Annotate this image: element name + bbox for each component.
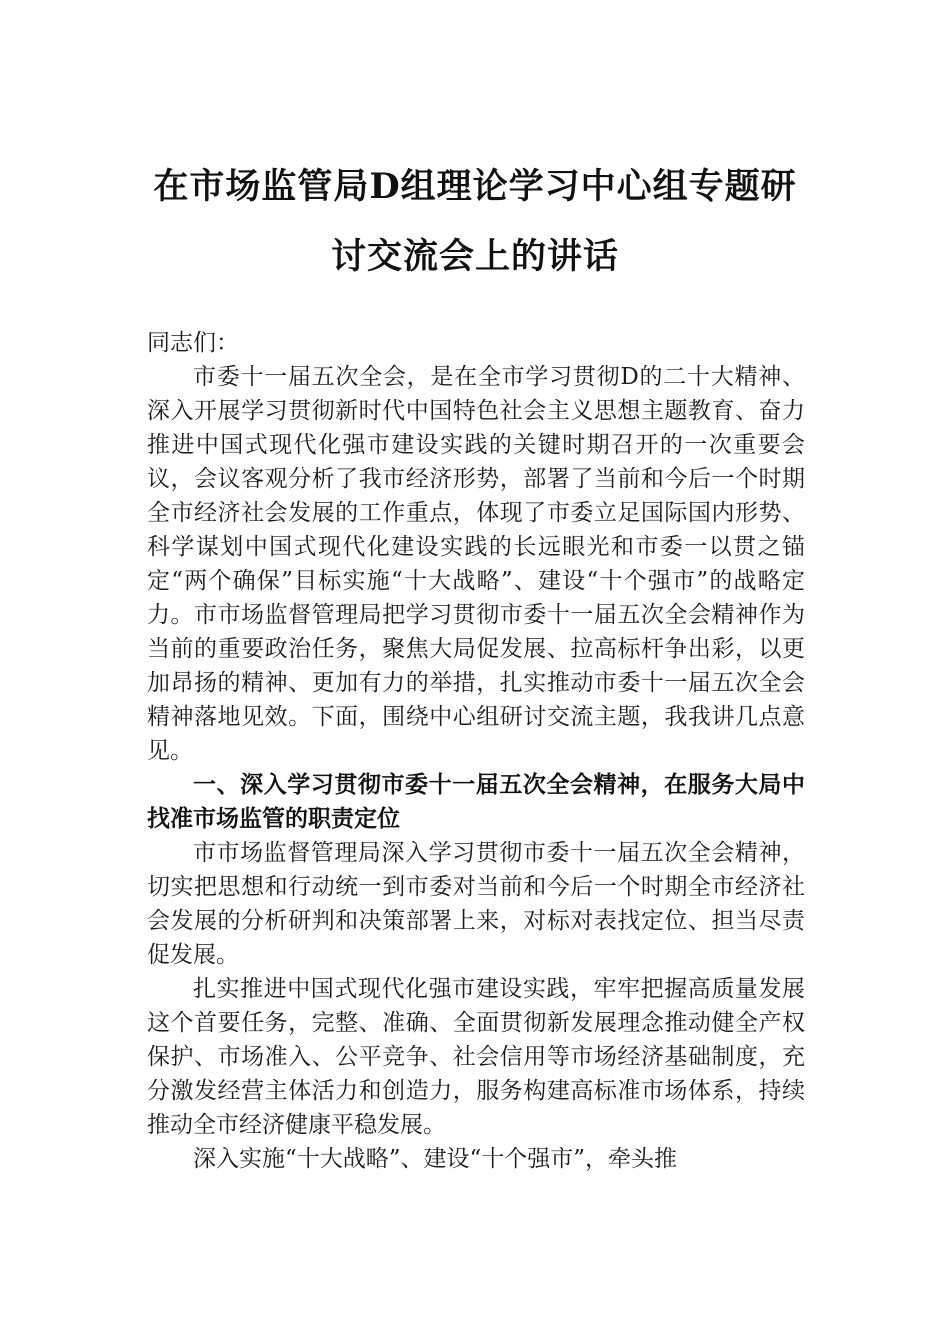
document-title-line-2: 讨交流会上的讲话: [330, 236, 619, 277]
document-body: [147, 326, 805, 1176]
section-1-paragraph-1: 市市场监督管理局深入学习贯彻市委十一届五次全会精神，切实把思想和行动统一到市委对当前和今后一个时期全市经济社会发展的分析研判和决策部署上来，对标对表找定位、担当尽责促发展。: [147, 840, 805, 968]
section-1-paragraph-2: 扎实推进中国式现代化强市建设实践，牢牢把握高质量发展这个首要任务，完整、准确、全面贯彻新发展理念推动健全产权保护、市场准入、公平竞争、社会信用等市场经济基础制度，充分激发经营主体活力和创造力，服务构建高标准市场体系，持续推动全市经济健康平稳发展。: [147, 976, 805, 1138]
salutation: 同志们：: [147, 330, 239, 356]
document-title-line-1: 在市场监管局D组理论学习中心组专题研: [153, 166, 797, 207]
section-1-heading: 一、深入学习贯彻市委十一届五次全会精神，在服务大局中找准市场监管的职责定位: [147, 772, 805, 832]
intro-paragraph: 市委十一届五次全会，是在全市学习贯彻D的二十大精神、深入开展学习贯彻新时代中国特色社会主义思想主题教育、奋力推进中国式现代化强市建设实践的关键时期召开的一次重要会议，会议客观分析了我市经济形势，部署了当前和今后一个时期全市经济社会发展的工作重点，体现了市委立足国际国内形势、科学谋划中国式现代化建设实践的长远眼光和市委一以贯之锚定“两个确保”目标实施“十大战略”、建设“十个强市”的战略定力。市市场监督管理局把学习贯彻市委十一届五次全会精神作为当前的重要政治任务，聚焦大局促发展、拉高标杆争出彩，以更加昂扬的精神、更加有力的举措，扎实推动市委十一届五次全会精神落地见效。下面，围绕中心组研讨交流主题，我我讲几点意见。: [147, 364, 805, 764]
section-1-paragraph-3: 深入实施“十大战略”、建设“十个强市”，牵头推: [193, 1146, 678, 1172]
